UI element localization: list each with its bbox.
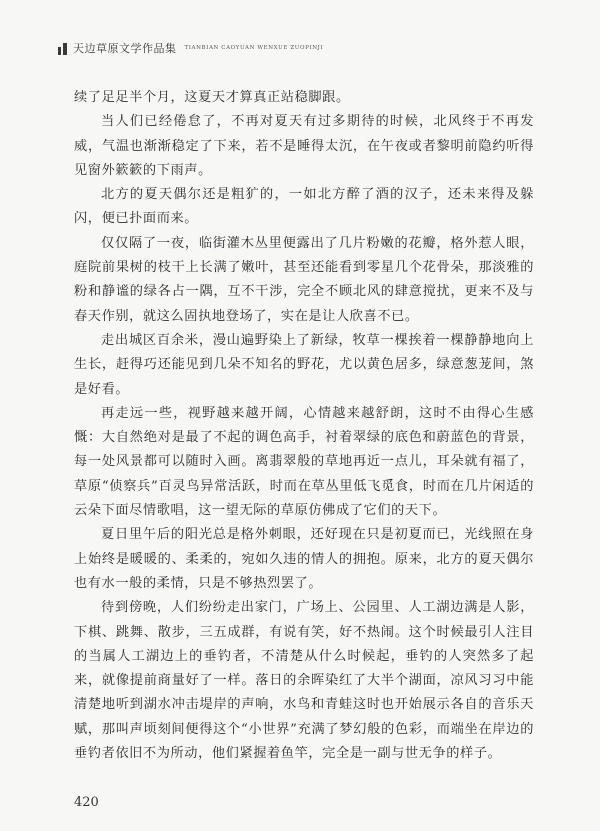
- book-title-pinyin: TIANBIAN CAOYUAN WENXUE ZUOPINJI: [184, 45, 324, 51]
- page-number: 420: [74, 795, 99, 810]
- running-header: [58, 38, 560, 58]
- paragraph: 当人们已经倦怠了，不再对夏天有过多期待的时候，北风终于不再发威，气温也渐渐稳定了下来，若不是睡得太沉，在午夜或者黎明前隐约听得见窗外簌簌的下雨声。: [74, 114, 534, 178]
- paragraph: 走出城区百余米，漫山遍野染上了新绿，牧草一棵挨着一棵静静地向上生长，赶得巧还能见到几朵不知名的野花，尤以黄色居多，绿意葱茏间，煞是好看。: [74, 332, 534, 397]
- paragraph: 北方的夏天偶尔还是粗犷的，一如北方醉了酒的汉子，还未来得及躲闪，便已扑面而来。: [74, 187, 534, 227]
- book-title: 天边草原文学作品集: [73, 42, 177, 55]
- header-bar-mark: [58, 41, 67, 55]
- paragraph: 待到傍晚，人们纷纷走出家门，广场上、公园里、人工湖边满是人影，下棋、跳舞、散步，三五成群，有说有笑，好不热闹。这个时候最引人注目的当属人工湖边上的垂钓者，不清楚从什么时候起，垂钓的人突然多了起来，就像提前商量好了一样。落日的余晖染红了大半个湖面，凉风习习中能清楚地听到湖水冲击堤岸的声响，水鸟和青蛙这时也开始展示各自的音乐天赋，那叫声顷刻间便得这个“小世界”充满了梦幻般的色彩，而端坐在岸边的垂钓者依旧不为所动，他们紧握着鱼竿，完全是一副与世无争的样子。: [74, 600, 534, 762]
- paragraph: 夏日里午后的阳光总是格外刺眼，还好现在只是初夏而已，光线照在身上始终是暖暖的、柔柔的，宛如久违的情人的拥抱。原来，北方的夏天偶尔也有水一般的柔情，只是不够热烈罢了。: [74, 527, 534, 591]
- paragraph: 续了足足半个月，这夏天才算真正站稳脚跟。: [74, 90, 350, 105]
- paragraph: 仅仅隔了一夜，临街灌木丛里便露出了几片粉嫩的花瓣，格外惹人眼，庭院前果树的枝干上长满了嫩叶，甚至还能看到零星几个花骨朵，那淡雅的粉和静谧的绿各占一隅，互不干涉，完全不顾北风的肆意搅扰，更来不及与春天作别，就这么固执地登场了，实在是让人欣喜不已。: [74, 235, 534, 324]
- paragraph: 再走远一些，视野越来越开阔，心情越来越舒朗，这时不由得心生感慨：大自然绝对是最了不起的调色高手，衬着翠绿的底色和蔚蓝色的背景，每一处风景都可以随时入画。离翡翠般的草地再近一点儿，耳朵就有福了，草原“侦察兵”百灵鸟异常活跃，时而在草丛里低飞觅食，时而在几片闲适的云朵下面尽情歌唱，这一望无际的草原仿佛成了它们的天下。: [74, 405, 534, 519]
- body-text: [74, 86, 534, 766]
